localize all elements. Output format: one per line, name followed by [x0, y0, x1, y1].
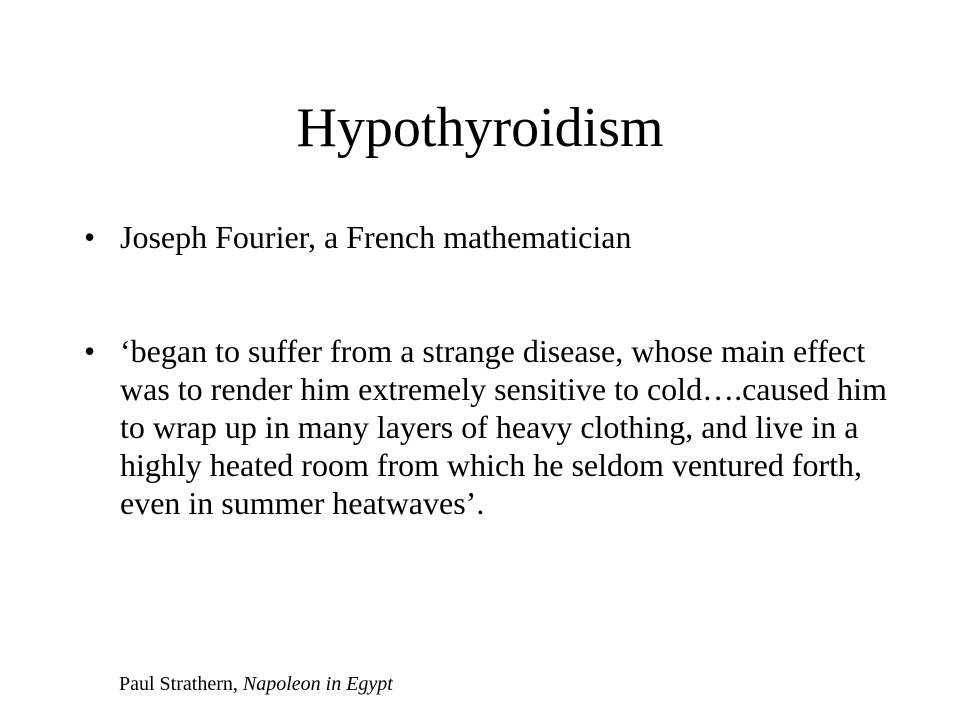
slide-title: Hypothyroidism — [296, 97, 664, 159]
bullet-dot-icon: • — [84, 219, 96, 255]
bullet-list — [84, 218, 904, 522]
bullet-text: ‘began to suffer from a strange disease, whose main effect was to render him extremely sensitive to cold….caused him to wrap up in many layers of heavy clothing, and live in a highly heated room from which he seldom ventured forth, even in summer heatwaves’. — [120, 333, 887, 521]
bullet-item-quote — [84, 332, 904, 522]
citation-work: Napoleon in Egypt — [242, 673, 393, 695]
bullet-dot-icon: • — [84, 333, 96, 369]
bullet-item-fourier — [84, 218, 904, 256]
citation — [119, 671, 393, 697]
bullet-text: Joseph Fourier, a French mathematician — [120, 219, 632, 255]
citation-author: Paul Strathern, — [119, 673, 243, 695]
